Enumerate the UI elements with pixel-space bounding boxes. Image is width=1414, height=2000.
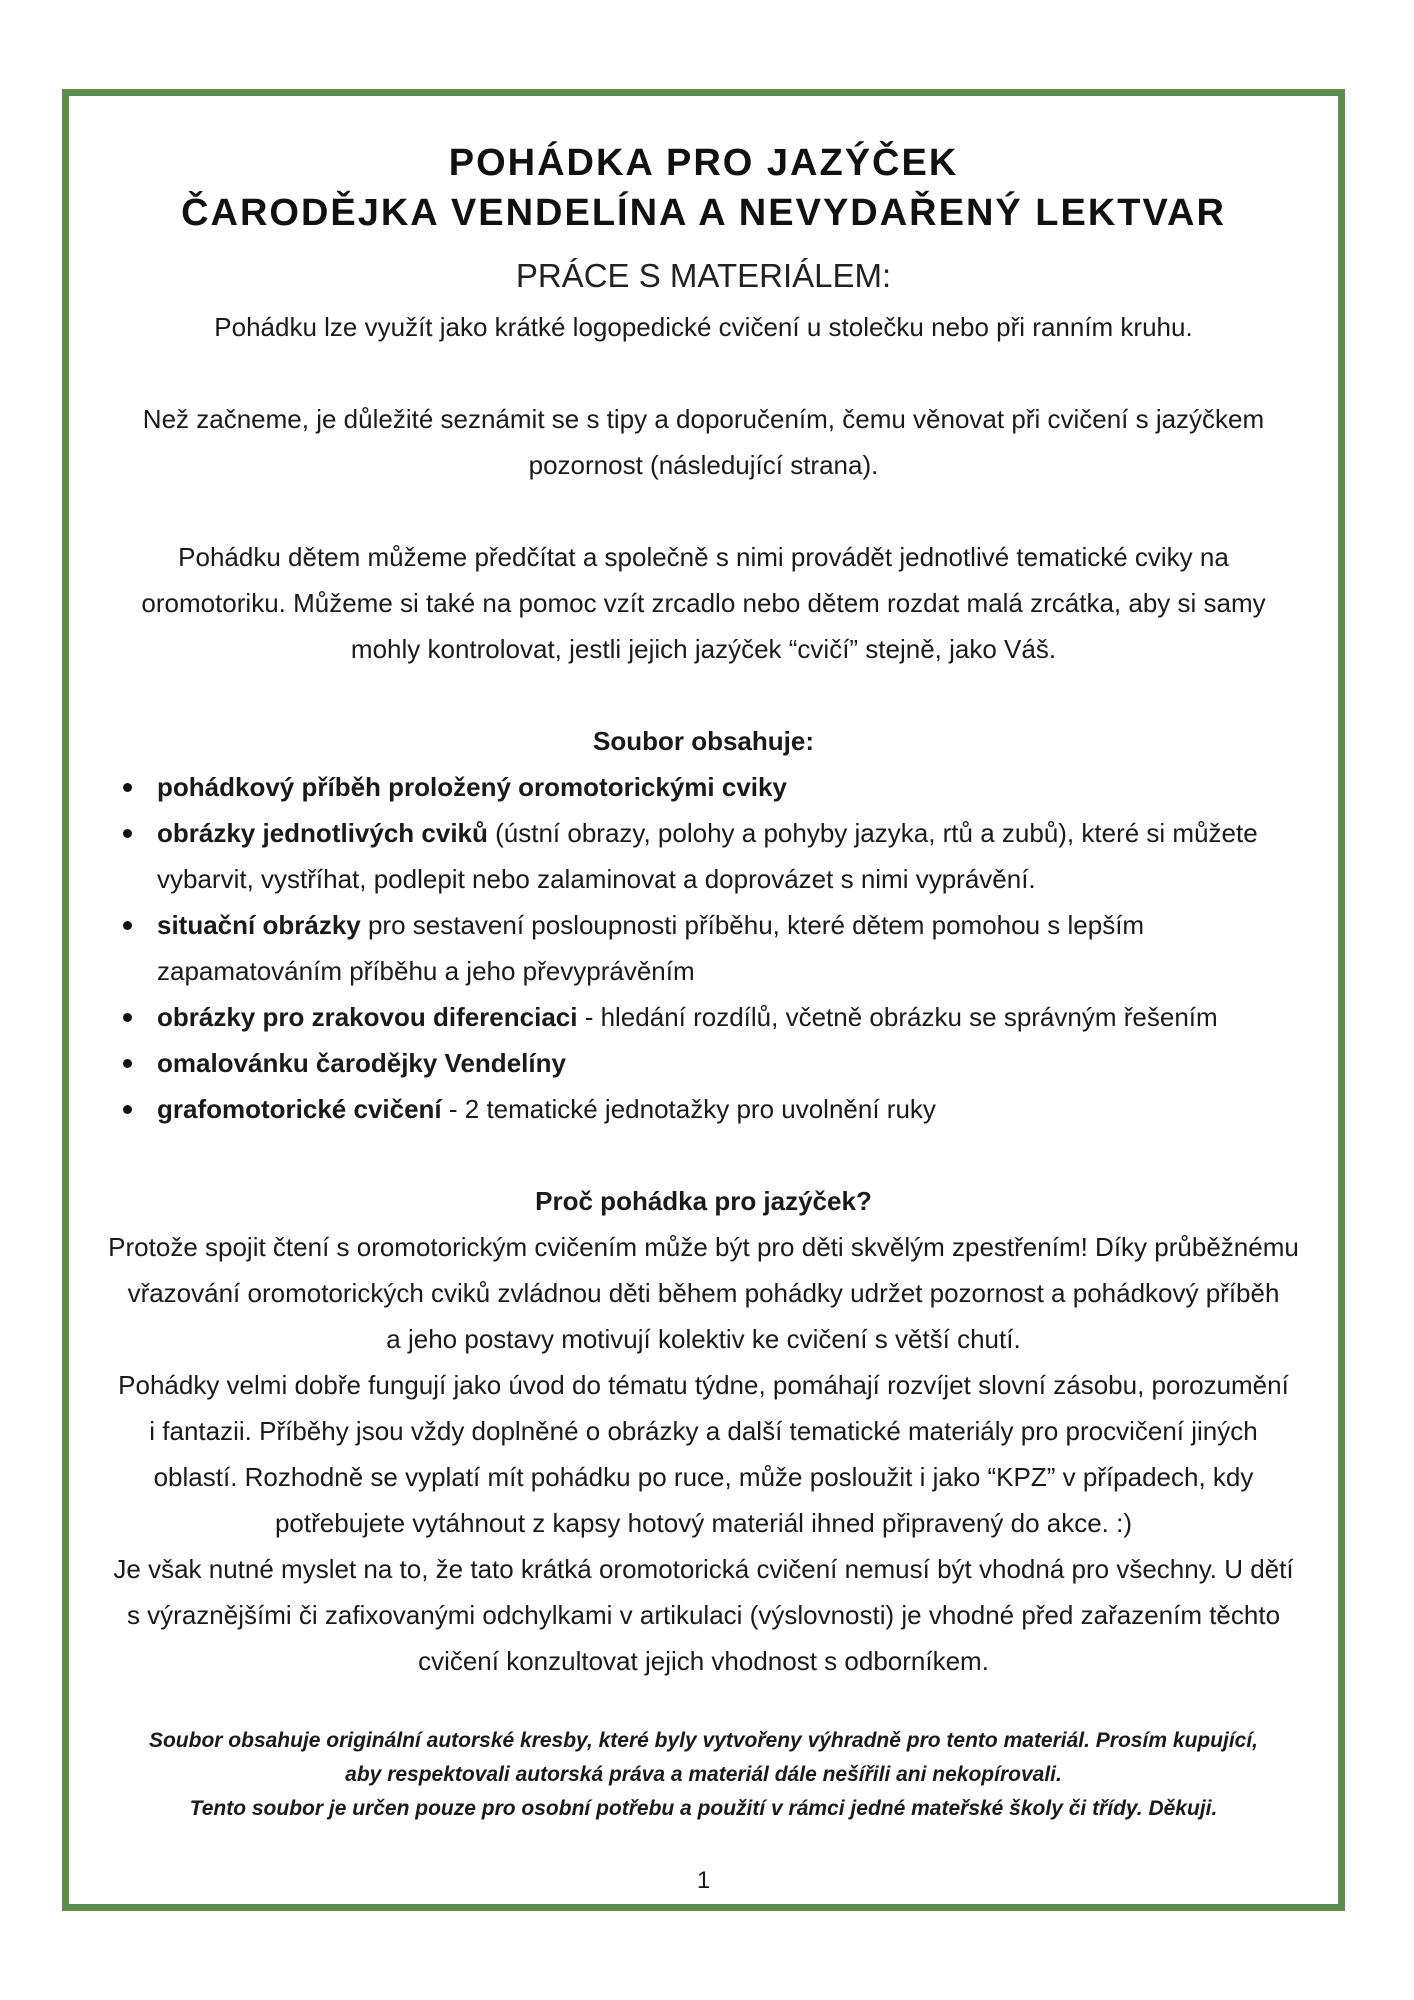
list-item-bold: grafomotorické cvičení bbox=[157, 1094, 442, 1124]
why-line: cvičení konzultovat jejich vhodnost s odborníkem. bbox=[418, 1646, 989, 1676]
why-line: Pohádky velmi dobře fungují jako úvod do tématu týdne, pomáhají rozvíjet slovní zásobu, porozumění bbox=[118, 1370, 1289, 1400]
intro-paragraph-1: Pohádku lze využít jako krátké logopedické cvičení u stolečku nebo při ranním kruhu. bbox=[214, 312, 1193, 342]
list-item bbox=[121, 1086, 1324, 1132]
list-item-bold: obrázky pro zrakovou diferenciaci bbox=[157, 1002, 578, 1032]
intro-paragraph-3-line-2: oromotoriku. Můžeme si také na pomoc vzít zrcadlo nebo dětem rozdat malá zrcátka, aby si samy bbox=[141, 588, 1266, 618]
page-number: 1 bbox=[696, 1867, 711, 1894]
why-line: potřebujete vytáhnout z kapsy hotový materiál ihned připravený do akce. :) bbox=[274, 1508, 1133, 1538]
why-line: oblastí. Rozhodně se vyplatí mít pohádku po ruce, může posloužit i jako “KPZ” v případech, kdy bbox=[153, 1462, 1254, 1492]
list-item-bold: obrázky jednotlivých cviků bbox=[157, 818, 488, 848]
list-item bbox=[121, 764, 1324, 810]
why-heading: Proč pohádka pro jazýček? bbox=[535, 1186, 872, 1216]
title-line-1: POHÁDKA PRO JAZÝČEK bbox=[448, 142, 959, 184]
spacer bbox=[83, 1684, 1324, 1724]
spacer bbox=[83, 488, 1324, 534]
why-line: Je však nutné myslet na to, že tato krátká oromotorická cvičení nemusí být vhodná pro všechny. U dětí bbox=[113, 1554, 1294, 1584]
copyright-note-line-1: Soubor obsahuje originální autorské kresby, které byly vytvořeny výhradně pro tento materiál. Prosím kupující, bbox=[148, 1729, 1259, 1752]
contents-list bbox=[121, 764, 1324, 1132]
copyright-note-line-2: aby respektovali autorská práva a materiál dále nešířili ani nekopírovali. bbox=[345, 1763, 1062, 1786]
spacer bbox=[83, 1132, 1324, 1178]
intro-paragraph-2-line-2: pozornost (následující strana). bbox=[528, 450, 879, 480]
list-item-bold: omalovánku čarodějky Vendelíny bbox=[157, 1048, 566, 1078]
list-item bbox=[121, 902, 1324, 994]
spacer bbox=[83, 672, 1324, 718]
why-line: s výraznějšími či zafixovanými odchylkami v artikulaci (výslovnosti) je vhodné před zařazením těchto bbox=[126, 1600, 1281, 1630]
list-item-text: - 2 tematické jednotažky pro uvolnění ruky bbox=[441, 1094, 936, 1124]
list-item bbox=[121, 810, 1324, 902]
why-line: Protože spojit čtení s oromotorickým cvičením může být pro děti skvělým zpestřením! Díky průběžnému bbox=[108, 1232, 1299, 1262]
list-item-text: (ústní obrazy, polohy a pohyby jazyka, rtů a zubů), které si můžete vybarvit, vystříhat, podlepit nebo zalaminovat a doprovázet s nimi vyprávění. bbox=[157, 818, 1258, 894]
why-line: i fantazii. Příběhy jsou vždy doplněné o obrázky a další tematické materiály pro procvičení jiných bbox=[149, 1416, 1258, 1446]
why-line: vřazování oromotorických cviků zvládnou děti během pohádky udržet pozornost a pohádkový příběh bbox=[127, 1278, 1280, 1308]
intro-paragraph-2-line-1: Než začneme, je důležité seznámit se s tipy a doporučením, čemu věnovat při cvičení s jazýčkem bbox=[142, 404, 1265, 434]
title-line-2: ČARODĚJKA VENDELÍNA A NEVYDAŘENÝ LEKTVAR bbox=[181, 192, 1226, 234]
list-item-bold: pohádkový příběh proložený oromotorickými cviky bbox=[157, 772, 787, 802]
list-item bbox=[121, 994, 1324, 1040]
copyright-note-line-3: Tento soubor je určen pouze pro osobní potřebu a použití v rámci jedné mateřské školy či třídy. Děkuji. bbox=[189, 1797, 1218, 1820]
page-frame bbox=[62, 89, 1345, 1911]
list-item-text: - hledání rozdílů, včetně obrázku se správným řešením bbox=[577, 1002, 1218, 1032]
section-subtitle: PRÁCE S MATERIÁLEM: bbox=[515, 257, 892, 294]
why-line: a jeho postavy motivují kolektiv ke cvičení s větší chutí. bbox=[386, 1324, 1021, 1354]
contents-heading: Soubor obsahuje: bbox=[593, 726, 814, 756]
intro-paragraph-3-line-3: mohly kontrolovat, jestli jejich jazýček “cvičí” stejně, jako Váš. bbox=[350, 634, 1057, 664]
list-item-text: pro sestavení posloupnosti příběhu, které dětem pomohou s lepším zapamatováním příběhu a jeho převyprávěním bbox=[157, 910, 1145, 986]
list-item bbox=[121, 1040, 1324, 1086]
page-content bbox=[69, 96, 1338, 1898]
list-item-bold: situační obrázky bbox=[157, 910, 361, 940]
spacer bbox=[83, 350, 1324, 396]
intro-paragraph-3-line-1: Pohádku dětem můžeme předčítat a společně s nimi provádět jednotlivé tematické cviky na bbox=[178, 542, 1229, 572]
